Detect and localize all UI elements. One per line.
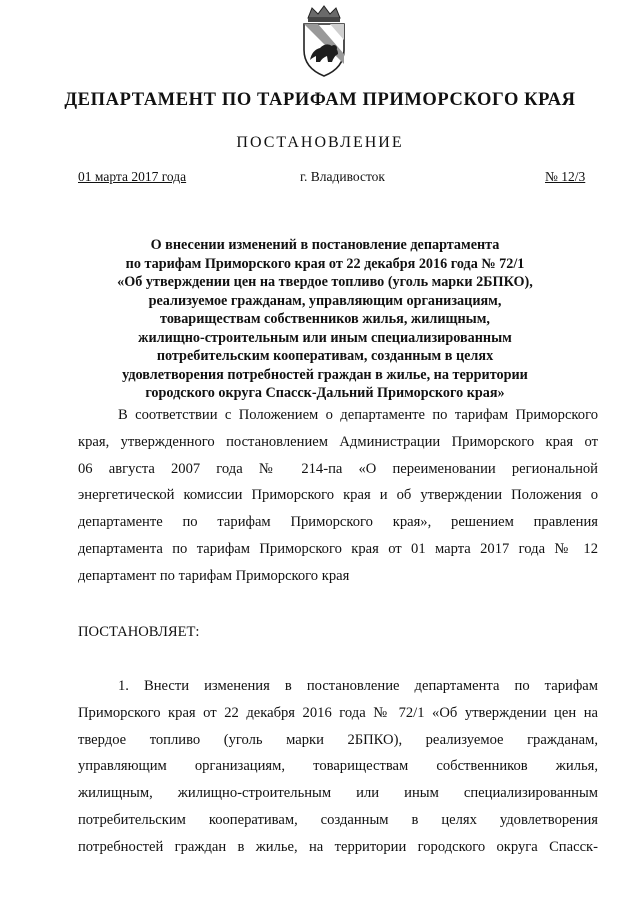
subject-line: товариществам собственников жилья, жилищным,: [160, 311, 490, 327]
paragraph-line: потребностей граждан в жилье, на территории городского округа Спасск-: [78, 838, 598, 855]
paragraph-line: 1. Внести изменения в постановление департамента по тарифам: [118, 678, 598, 694]
primorsky-coat-of-arms-icon: [296, 4, 352, 78]
item-1-paragraph: [78, 673, 598, 861]
subject-line: О внесении изменений в постановление департамента: [150, 237, 500, 253]
paragraph-line: управляющим организациям, товариществам собственников жилья,: [78, 758, 598, 775]
subject-line: «Об утверждении цен на твердое топливо (уголь марки 2БПКО),: [117, 274, 533, 290]
department-title: ДЕПАРТАМЕНТ ПО ТАРИФАМ ПРИМОРСКОГО КРАЯ: [64, 90, 576, 110]
resolve-heading: ПОСТАНОВЛЯЕТ:: [78, 624, 200, 640]
subject-line: удовлетворения потребностей граждан в жилье, на территории: [122, 366, 528, 383]
document-subject: [90, 236, 560, 403]
paragraph-line: твердое топливо (уголь марки 2БПКО), реализуемое гражданам,: [78, 731, 598, 748]
subject-line: реализуемое гражданам, управляющим организациям,: [148, 292, 502, 309]
paragraph-line: департаменте по тарифам Приморского края», решением правления: [78, 514, 598, 531]
paragraph-line: энергетической комиссии Приморского края и об утверждении Положения о: [78, 487, 598, 504]
subject-line: потребительским кооперативам, созданным в целях: [156, 348, 494, 364]
paragraph-line: края, утвержденного постановлением Администрации Приморского края от: [78, 433, 598, 450]
subject-line: по тарифам Приморского края от 22 декабря 2016 года № 72/1: [125, 255, 525, 272]
paragraph-line: В соответствии с Положением о департаменте по тарифам Приморского: [118, 407, 598, 423]
preamble-paragraph: [78, 402, 598, 590]
document-city: г. Владивосток: [300, 169, 385, 184]
paragraph-line: Приморского края от 22 декабря 2016 года № 72/1 «Об утверждении цен на: [78, 704, 598, 721]
paragraph-line: потребительским кооперативам, созданным в целях удовлетворения: [78, 811, 598, 828]
paragraph-line: жилищным, жилищно-строительным или иным специализированным: [78, 785, 598, 802]
paragraph-line: департамент по тарифам Приморского края: [78, 567, 350, 584]
document-type: ПОСТАНОВЛЕНИЕ: [236, 134, 404, 151]
document-number: № 12/3: [545, 169, 586, 184]
subject-line: городского округа Спасск-Дальний Приморского края»: [145, 385, 505, 401]
subject-line: жилищно-строительным или иным специализированным: [138, 329, 512, 346]
document-date: 01 марта 2017 года: [78, 169, 187, 184]
paragraph-line: 06 августа 2007 года № 214-па «О переименовании региональной: [78, 460, 598, 477]
paragraph-line: департамента по тарифам Приморского края от 01 марта 2017 года № 12: [78, 540, 598, 557]
